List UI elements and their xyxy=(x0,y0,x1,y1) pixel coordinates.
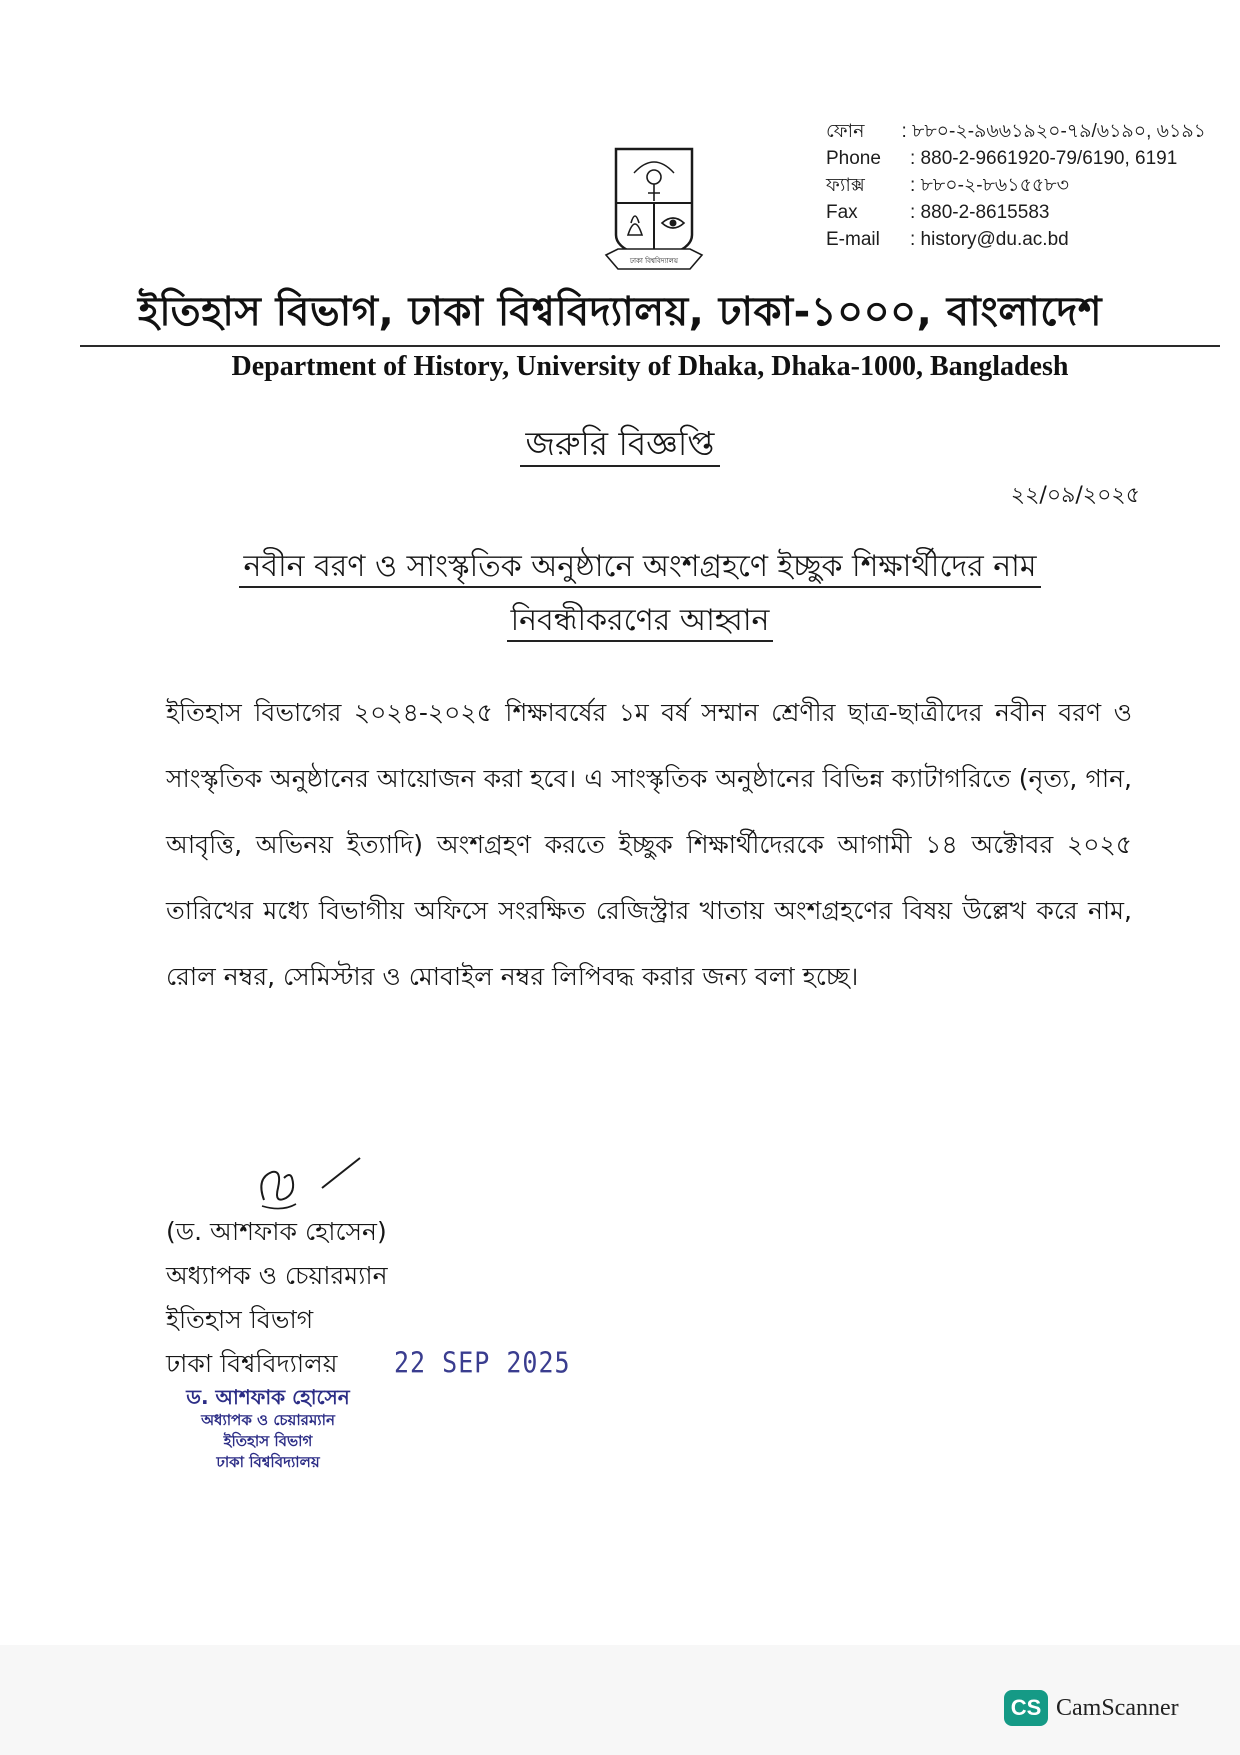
subject-line xyxy=(150,594,1130,648)
contact-value: : ৮৮০-২-৯৬৬১৯২০-৭৯/৬১৯০, ৬১৯১ xyxy=(901,121,1206,142)
signatory-name: (ড. আশফাক হোসেন) xyxy=(166,1217,387,1246)
contact-label: ফোন xyxy=(826,121,865,142)
contact-label: ফ্যাক্স xyxy=(826,175,865,196)
handwritten-signature xyxy=(252,1148,372,1218)
subject-line-text: নবীন বরণ ও সাংস্কৃতিক অনুষ্ঠানে অংশগ্রহণে ইচ্ছুক শিক্ষার্থীদের নাম xyxy=(239,549,1040,588)
date-stamp: 22 SEP 2025 xyxy=(394,1345,571,1380)
header-title-bn: ইতিহাস বিভাগ, ঢাকা বিশ্ববিদ্যালয়, ঢাকা-১০০০, বাংলাদেশ xyxy=(137,289,1103,335)
camscanner-label: CamScanner xyxy=(1056,1694,1179,1721)
contact-value: : history@du.ac.bd xyxy=(910,229,1069,250)
contact-row xyxy=(826,226,1206,253)
signature-block xyxy=(166,1210,388,1386)
seal-stamp-line: ইতিহাস বিভাগ xyxy=(223,1432,313,1450)
contact-row xyxy=(826,172,1206,199)
signatory-university: ঢাকা বিশ্ববিদ্যালয় xyxy=(166,1349,338,1378)
contact-label: Fax xyxy=(826,202,858,223)
contact-value: : 880-2-9661920-79/6190, 6191 xyxy=(910,148,1178,169)
header-title-en: Department of History, University of Dhaka, Dhaka-1000, Bangladesh xyxy=(231,351,1069,382)
seal-stamp-line: ড. আশফাক হোসেন xyxy=(186,1385,350,1409)
signatory-designation: অধ্যাপক ও চেয়ারম্যান xyxy=(166,1261,388,1290)
header-divider xyxy=(80,345,1220,347)
notice-title-text: জরুরি বিজ্ঞপ্তি xyxy=(520,424,721,467)
notice-body: ইতিহাস বিভাগের ২০২৪-২০২৫ শিক্ষাবর্ষের ১ম বর্ষ সম্মান শ্রেণীর ছাত্র-ছাত্রীদের নবীন বরণ ও সাংস্কৃতিক অনুষ্ঠানের আয়োজন করা হবে। এ সাংস্কৃতিক অনুষ্ঠানের বিভিন্ন ক্যাটাগরিতে (নৃত্য, গান, আবৃত্তি, অভিনয় ইত্যাদি) অংশগ্রহণ করতে ইচ্ছুক শিক্ষার্থীদেরকে আগামী ১৪ অক্টোবর ২০২৫ তারিখের মধ্যে বিভাগীয় অফিসে সংরক্ষিত রেজিস্ট্রার খাতায় অংশগ্রহণের বিষয় উল্লেখ করে নাম, রোল নম্বর, সেমিস্টার ও মোবাইল নম্বর লিপিবদ্ধ করার জন্য বলা হচ্ছে। xyxy=(166,698,1132,991)
contact-value: : ৮৮০-২-৮৬১৫৫৮৩ xyxy=(910,175,1069,196)
contact-label: Phone xyxy=(826,148,881,169)
contact-row xyxy=(826,118,1206,145)
university-seal-icon xyxy=(604,143,704,275)
contact-info xyxy=(826,118,1206,253)
camscanner-logo-icon: CS xyxy=(1004,1690,1048,1726)
camscanner-badge xyxy=(1004,1690,1179,1726)
official-seal-stamp xyxy=(148,1384,388,1473)
seal-banner-text: ঢাকা বিশ্ববিদ্যালয় xyxy=(629,257,679,265)
seal-stamp-line: অধ্যাপক ও চেয়ারম্যান xyxy=(201,1411,335,1429)
subject-line xyxy=(150,540,1130,594)
contact-row xyxy=(826,199,1206,226)
contact-value: : 880-2-8615583 xyxy=(910,202,1050,223)
contact-label: E-mail xyxy=(826,229,880,250)
notice-subject xyxy=(150,540,1130,648)
notice-date: ২২/০৯/২০২৫ xyxy=(1010,483,1140,508)
seal-stamp-line: ঢাকা বিশ্ববিদ্যালয় xyxy=(216,1453,320,1471)
subject-line-text: নিবন্ধীকরণের আহ্বান xyxy=(507,603,774,642)
contact-row xyxy=(826,145,1206,172)
notice-title xyxy=(0,422,1240,466)
signatory-department: ইতিহাস বিভাগ xyxy=(166,1305,314,1334)
